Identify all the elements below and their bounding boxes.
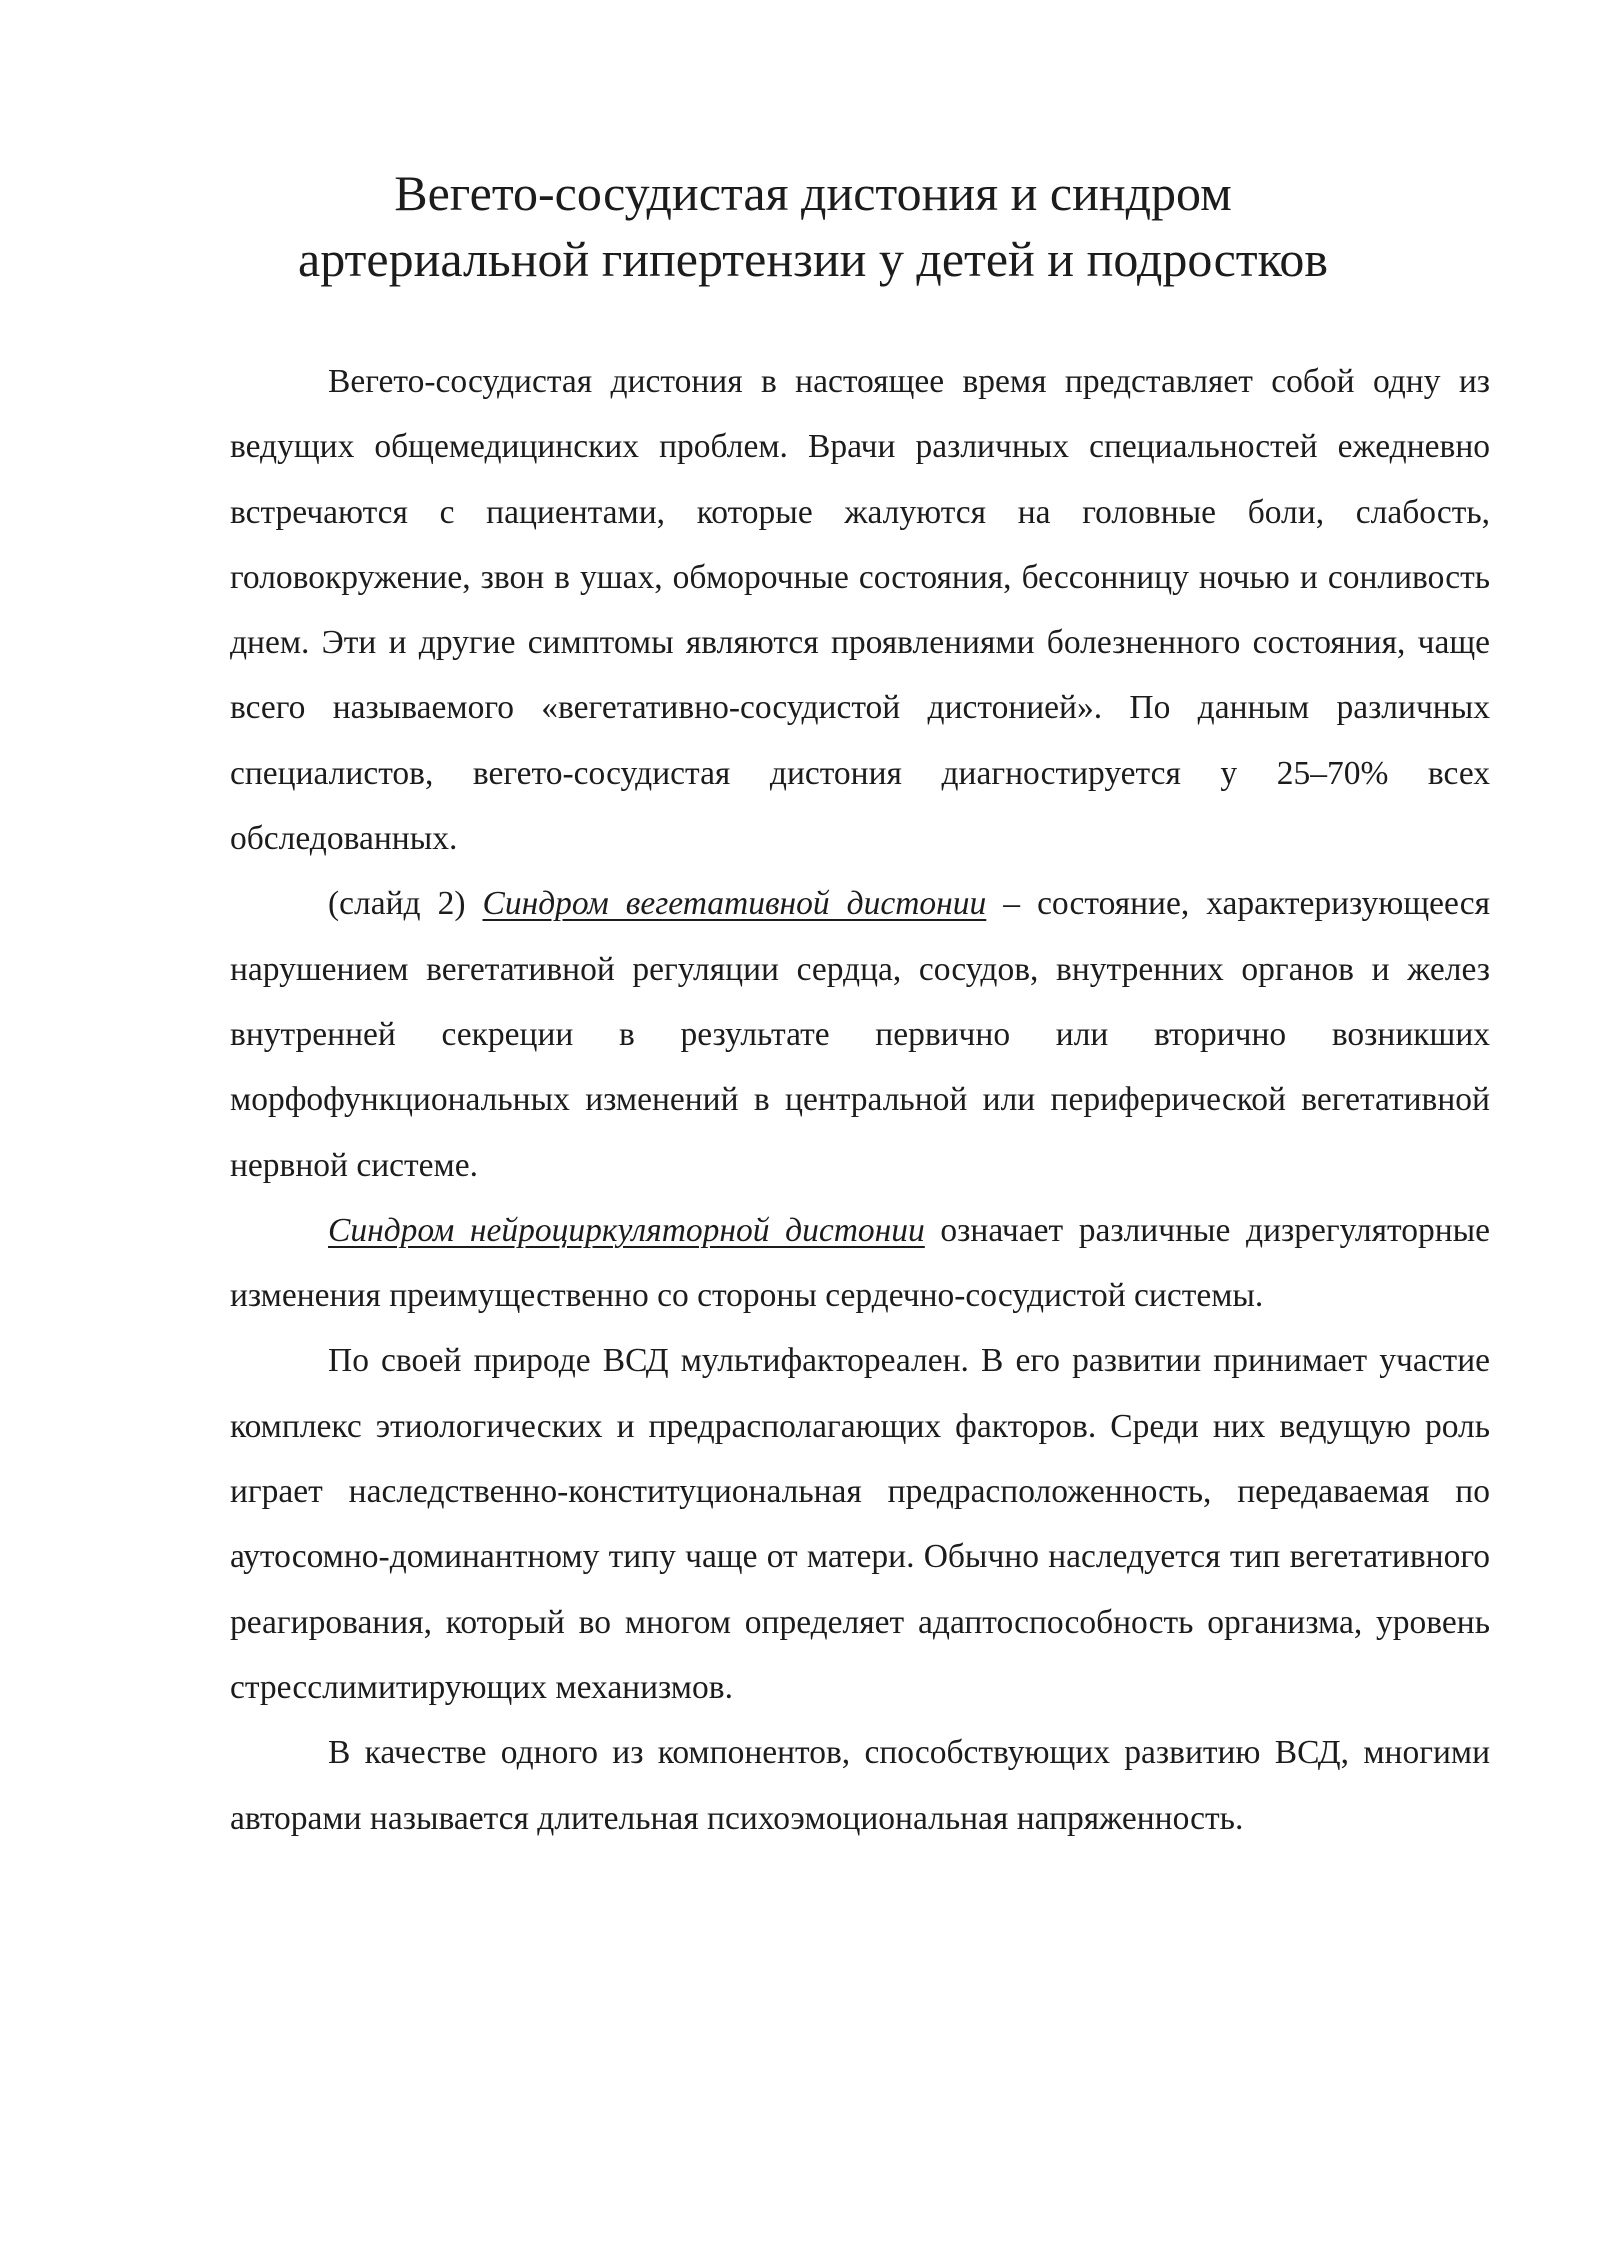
paragraph-2 <box>230 871 1490 1197</box>
paragraph-3 <box>230 1198 1490 1329</box>
document-body <box>230 349 1490 1851</box>
paragraph-3-text: означает различные дизрегуляторные изменения преимущественно со стороны сердечно-сосудистой системы. <box>230 1211 1490 1315</box>
paragraph-5: В качестве одного из компонентов, способствующих развитию ВСД, многими авторами называется длительная психоэмоциональная напряженность. <box>230 1734 1490 1837</box>
paragraph-1: Вегето-сосудистая дистония в настоящее время представляет собой одну из ведущих общемедицинских проблем. Врачи различных специальностей ежедневно встречаются с пациентами, которые жалуются на головные боли, слабость, головокружение, звон в ушах, обморочные состояния, бессонницу ночью и сонливость днем. Эти и другие симптомы являются проявлениями болезненного состояния, чаще всего называемого «вегетативно-сосудистой дистонией». По данным различных специалистов, вегето-сосудистая дистония диагностируется у 25–70% всех обследованных. <box>230 363 1490 858</box>
paragraph-2-text: – состояние, характеризующееся нарушением вегетативной регуляции сердца, сосудов, внутренних органов и желез внутренней секреции в результате первично или вторично возникших морфофункциональных изменений в центральной или периферической вегетативной нервной системе. <box>230 885 1490 1184</box>
title-line-2: артериальной гипертензии у детей и подростков <box>298 231 1328 287</box>
paragraph-4: По своей природе ВСД мультифактореален. В его развитии принимает участие комплекс этиологических и предрасполагающих факторов. Среди них ведущую роль играет наследственно-конституциональная предрасположенность, передаваемая по аутосомно-доминантному типу чаще от матери. Обычно наследуется тип вегетативного реагирования, который во многом определяет адаптоспособность организма, уровень стресслимитирующих механизмов. <box>230 1342 1490 1706</box>
defined-term-vegetative-dystonia: Синдром вегетативной дистонии <box>482 885 987 923</box>
defined-term-neurocirculatory-dystonia: Синдром нейроциркуляторной дистонии <box>328 1211 925 1249</box>
slide-reference: (слайд 2) <box>328 885 483 923</box>
document-title <box>160 160 1466 292</box>
title-line-1: Вегето-сосудистая дистония и синдром <box>394 165 1232 221</box>
